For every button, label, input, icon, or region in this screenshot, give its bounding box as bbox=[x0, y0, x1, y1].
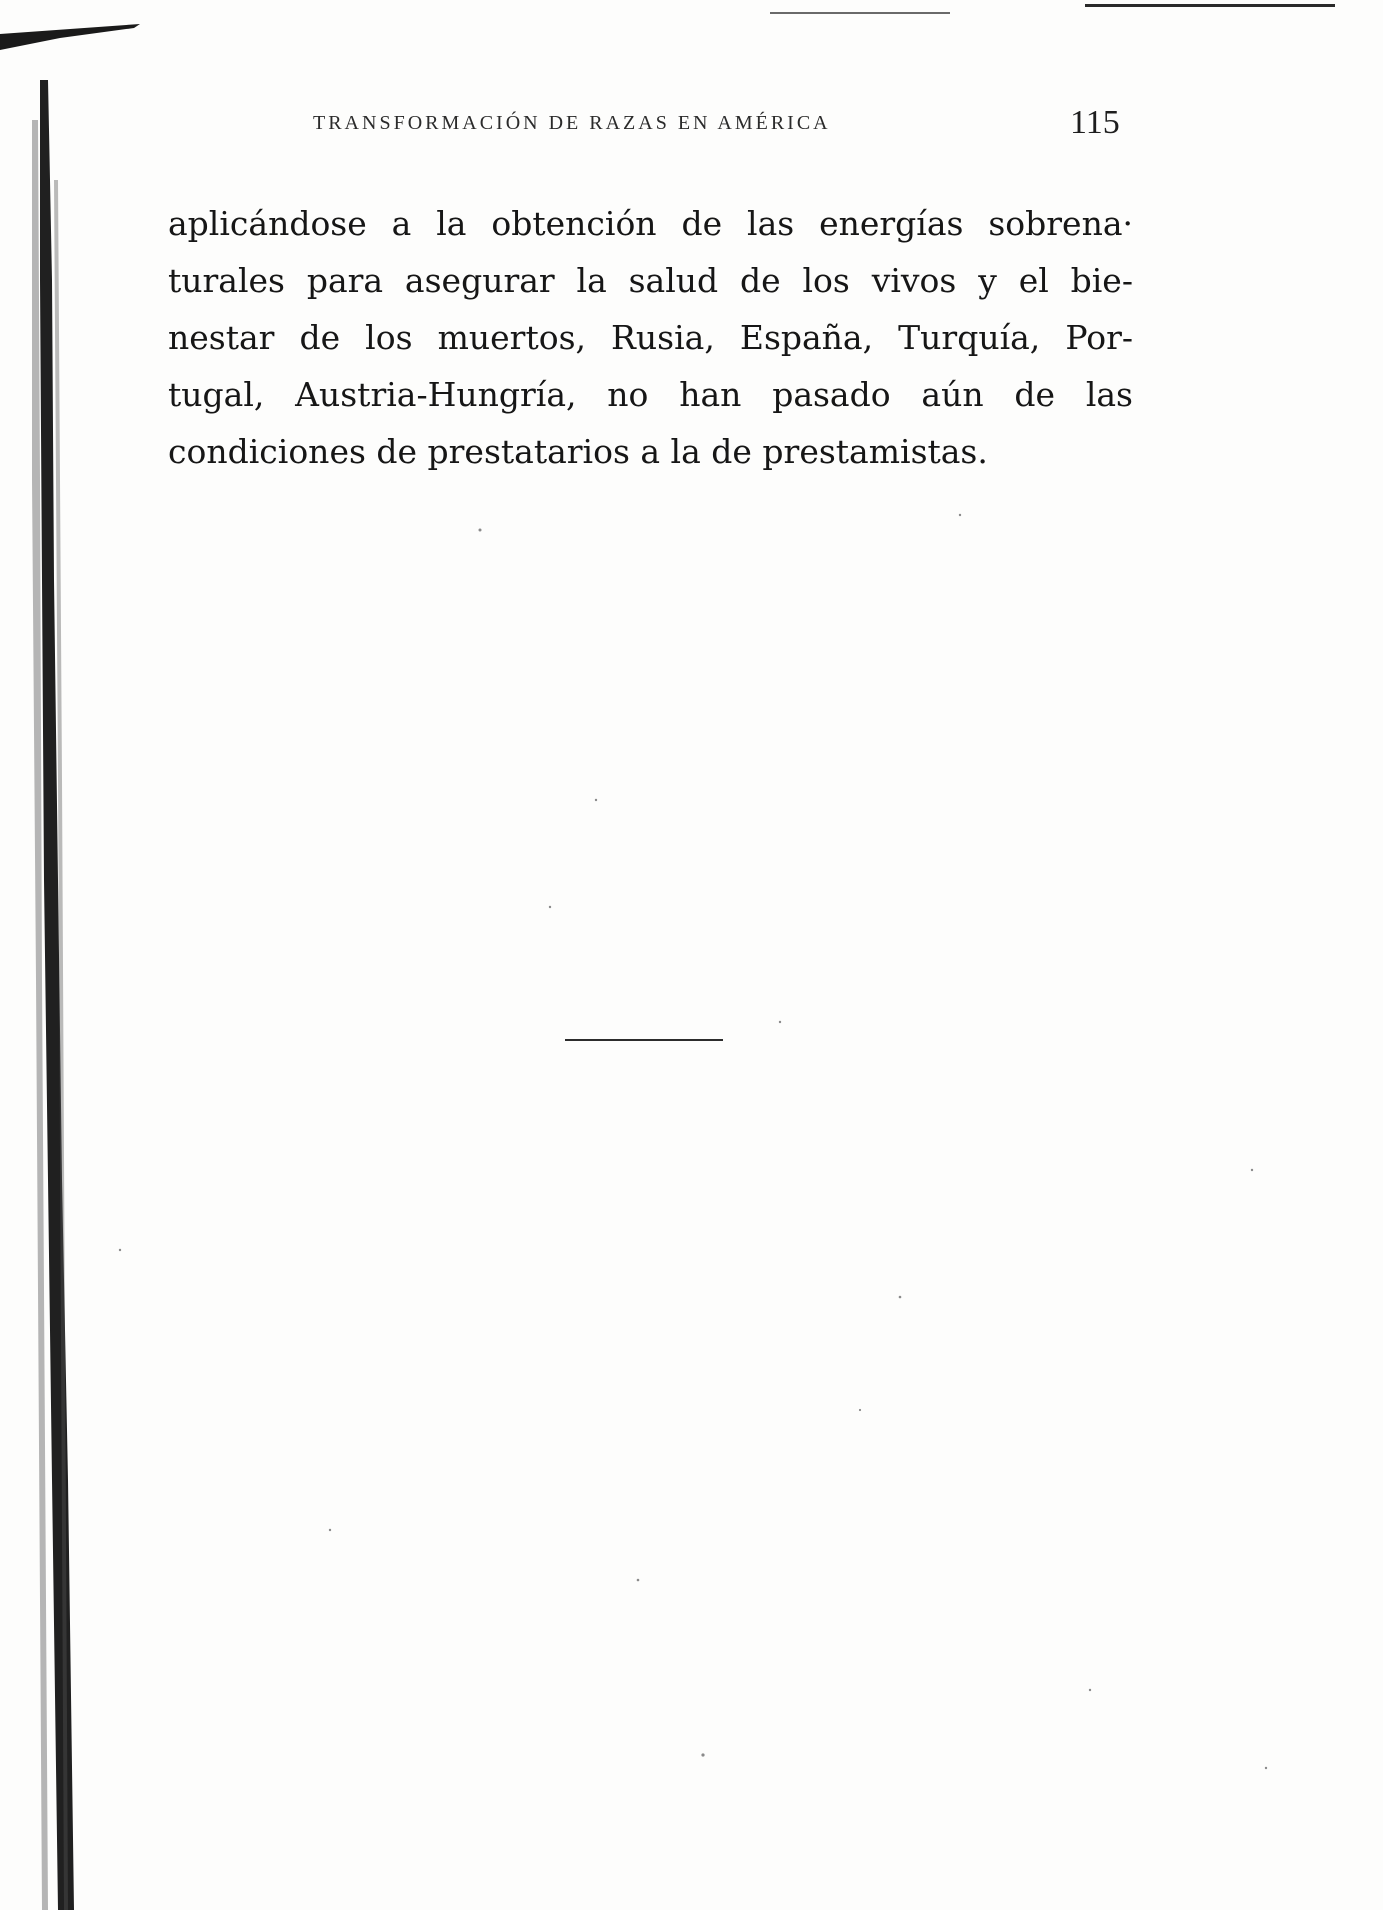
text-line: nestar de los muertos, Rusia, España, Turquía, Por- bbox=[168, 318, 1133, 357]
text-line: turales para asegurar la salud de los vivos y el bie- bbox=[168, 261, 1133, 300]
text-line: tugal, Austria-Hungría, no han pasado aún de las bbox=[168, 375, 1133, 414]
running-head-title: TRANSFORMACIÓN DE RAZAS EN AMÉRICA bbox=[313, 112, 831, 134]
binding-edge bbox=[18, 80, 78, 1910]
binding-shadow-corner bbox=[0, 20, 140, 60]
chapter-end-rule bbox=[565, 1039, 723, 1041]
text-line: condiciones de prestatarios a la de prestamistas. bbox=[168, 432, 988, 471]
page-number: 115 bbox=[1070, 104, 1120, 141]
body-paragraph bbox=[168, 195, 1133, 480]
text-line: aplicándose a la obtención de las energías sobrena· bbox=[168, 204, 1133, 243]
top-scan-rule-right bbox=[1085, 4, 1335, 7]
top-scan-rule-left bbox=[770, 12, 950, 14]
